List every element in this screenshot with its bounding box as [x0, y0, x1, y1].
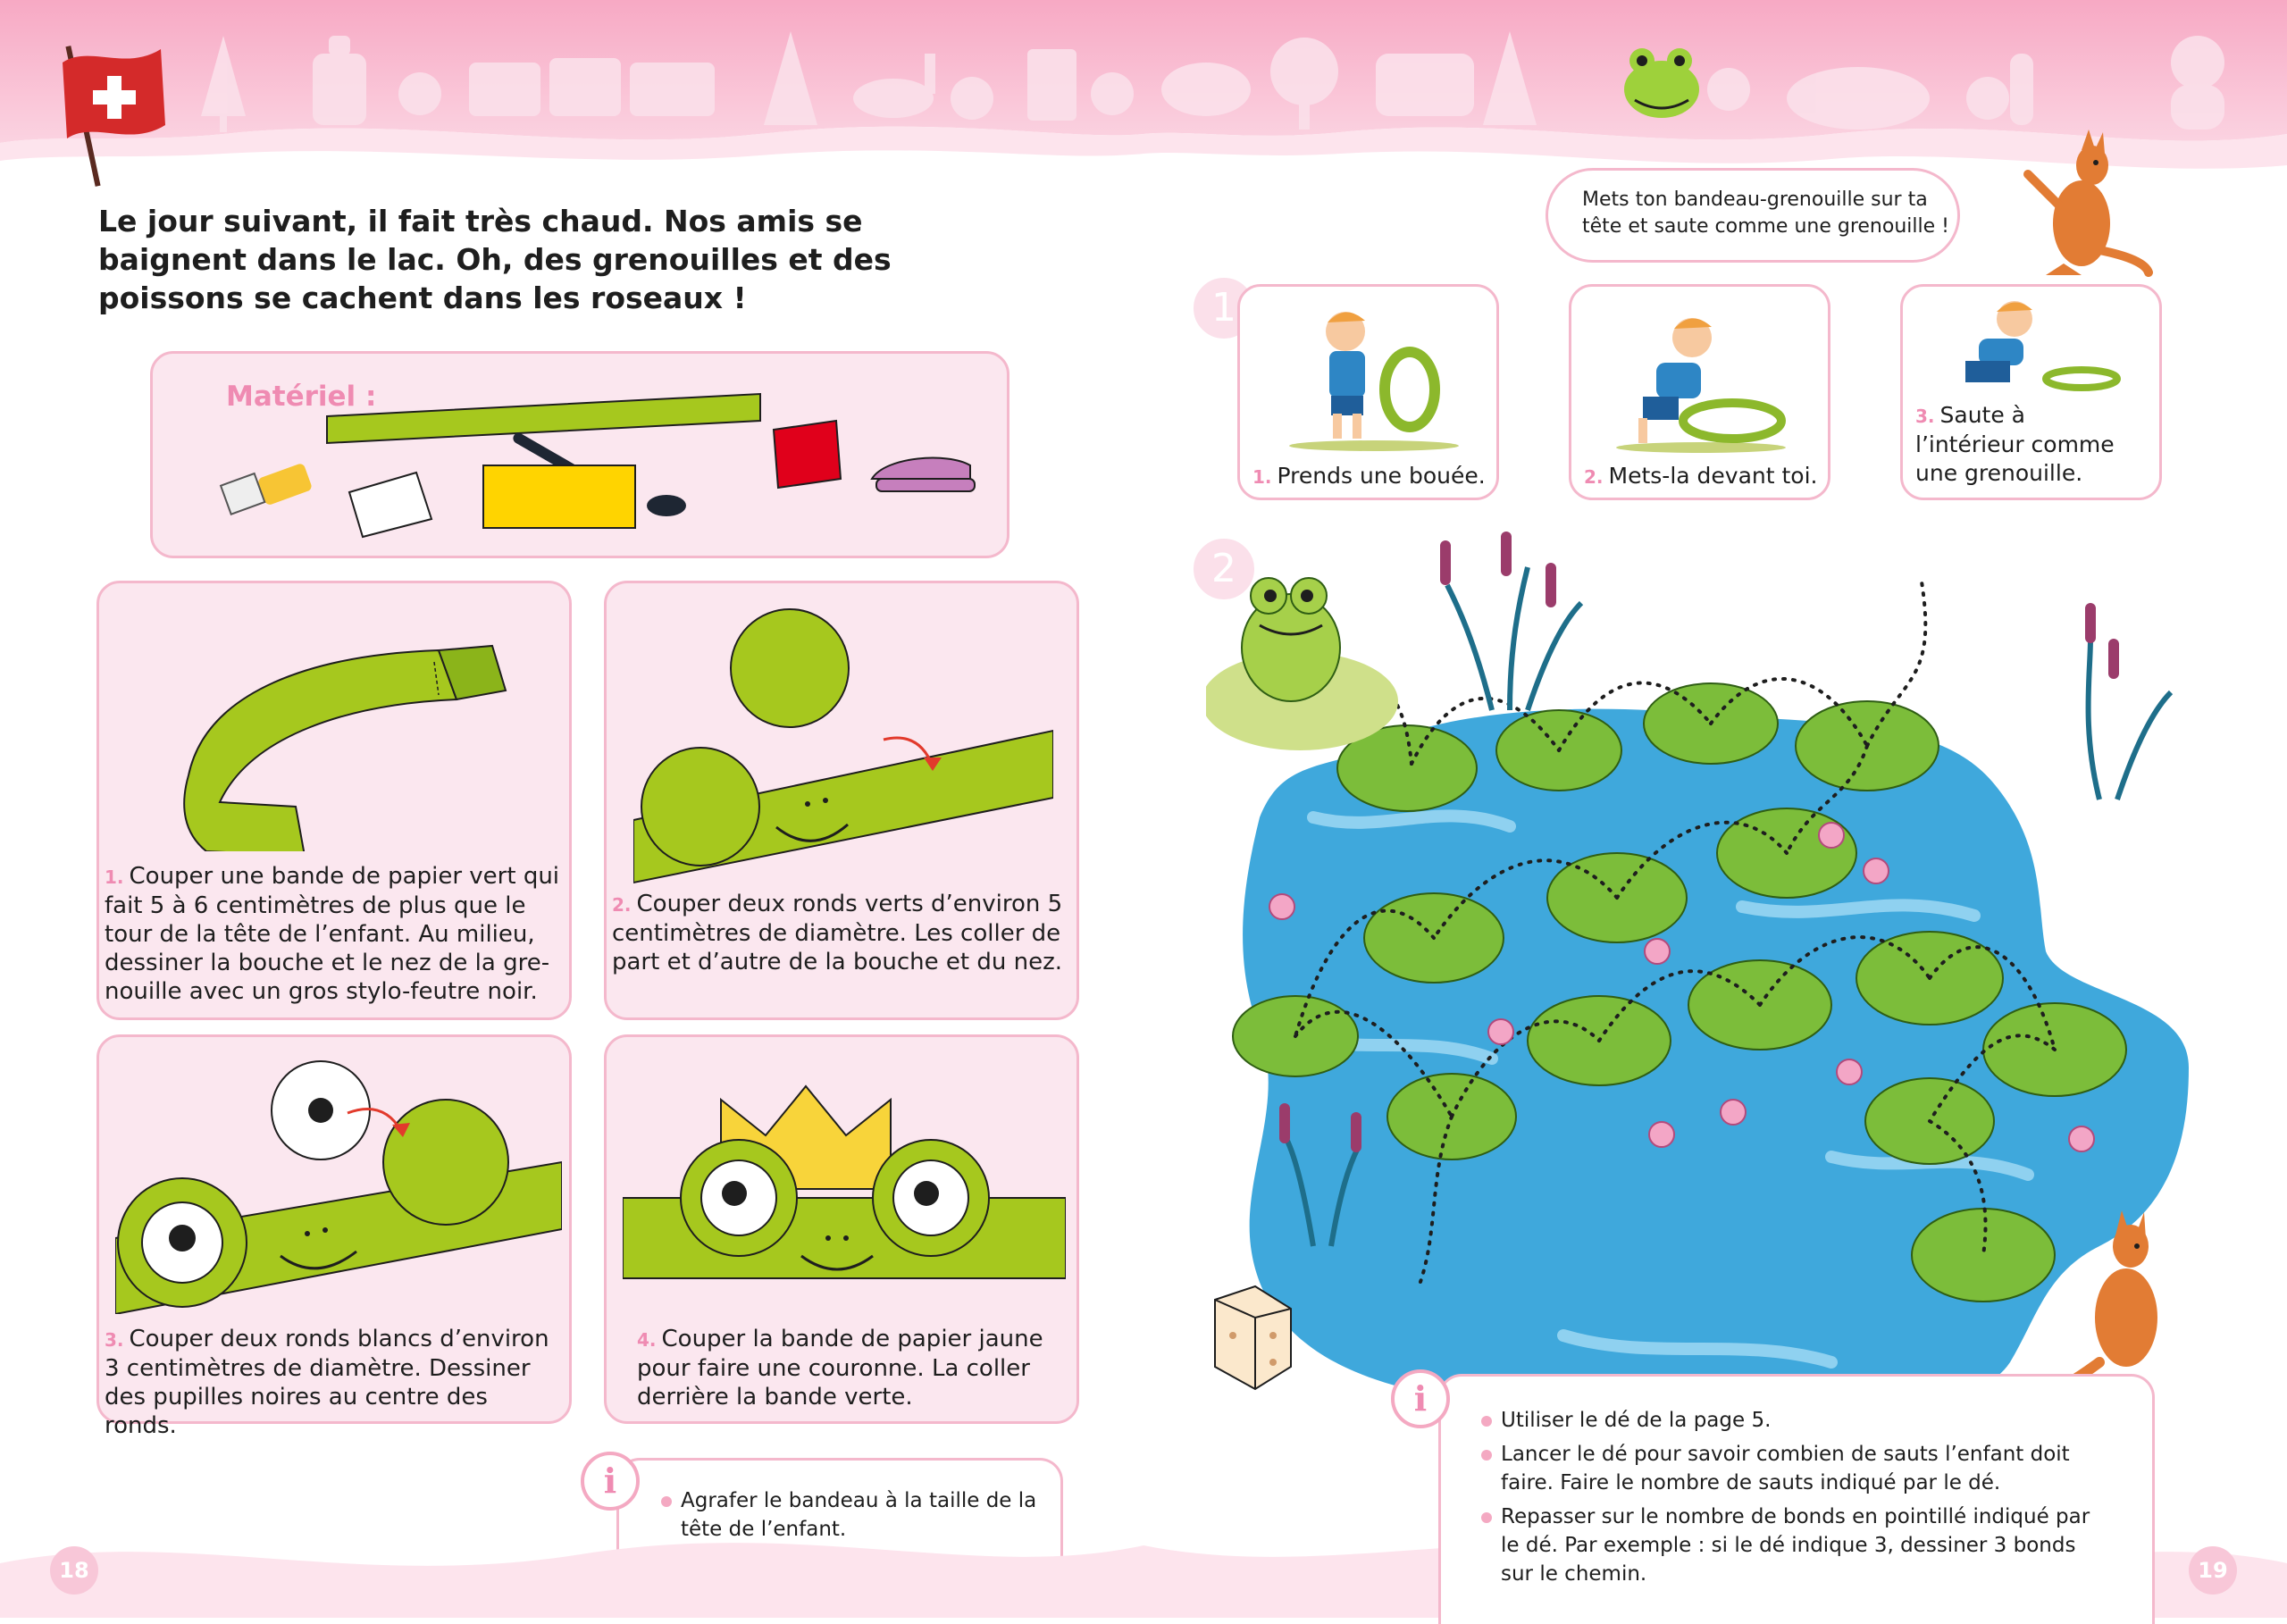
speech-bubble: Mets ton bandeau-grenouille sur ta tête et saute comme une grenouille ! [1546, 168, 1960, 263]
tip-item: Agrafer le bandeau à la taille de la tête de l’enfant. [659, 1486, 1052, 1544]
right-tips [1479, 1406, 2114, 1588]
jump-step-2-text: 2. Mets-la devant toi. [1584, 463, 1818, 489]
materials-illustration [206, 367, 993, 546]
info-icon: i [581, 1452, 640, 1511]
crown-illustration [623, 1082, 1066, 1314]
jump-step-3-card [1900, 284, 2162, 500]
page-number: 19 [2189, 1546, 2237, 1595]
left-page [0, 0, 1144, 1618]
activity-2-badge: 2 [1191, 536, 1257, 602]
child-with-ring-illustration [1276, 296, 1472, 452]
step-1-card [96, 581, 572, 1020]
child-placing-ring-illustration [1603, 300, 1799, 456]
jump-step-1-card [1237, 284, 1499, 500]
step-3-text: 3. Couper deux ronds blancs d’environ 3 centimètres de diamètre. Dessiner des pupilles noires au centre des ronds. [105, 1326, 549, 1439]
bottom-wave [0, 1510, 1144, 1618]
activity-1-badge: 1 [1191, 275, 1257, 341]
info-icon: i [1391, 1369, 1450, 1428]
tip-item: Repasser sur le nombre de bonds en pointillé indiqué par le dé. Par exemple : si le dé indique 3, dessiner 3 bonds sur le chemin. [1479, 1503, 2114, 1588]
green-strip [327, 394, 760, 443]
jump-step-2-card [1569, 284, 1830, 500]
stapler-icon [872, 458, 975, 491]
frog-icon [1206, 578, 1398, 750]
die-icon [1215, 1286, 1291, 1389]
red-paper [774, 421, 841, 488]
step-2-card [604, 581, 1079, 1020]
glue-stick-icon [221, 463, 313, 515]
step-4-card [604, 1034, 1079, 1424]
intro-text: Le jour suivant, il fait très chaud. Nos amis se baignent dans le lac. Oh, des grenouilles et des poissons se cachent dans les roseaux ! [98, 204, 892, 315]
jump-step-3-text: 3. Saute à l’intérieur comme une grenouille. [1915, 402, 2115, 486]
materials-box [150, 351, 1009, 558]
tip-item: Utiliser le dé de la page 5. [1479, 1406, 2114, 1435]
materials-label: Matériel : [226, 381, 377, 413]
step-2-text: 2. Couper deux ronds verts d’environ 5 centimètres de diamètre. Les coller de part et d’autre de la bouche et du nez. [612, 891, 1063, 975]
white-paper [349, 473, 431, 537]
strip-band-illustration [171, 619, 510, 851]
rounds-illustration [633, 606, 1053, 892]
kangaroo-icon [2010, 125, 2153, 277]
eyes-illustration [115, 1055, 562, 1314]
step-4-text: 4. Couper la bande de papier jaune pour faire une couronne. La coller derrière la bande verte. [637, 1326, 1043, 1411]
step-3-card [96, 1034, 572, 1439]
child-jumping-illustration [1939, 294, 2126, 392]
page-number: 18 [50, 1546, 98, 1595]
jump-step-1-text: 1. Prends une bouée. [1252, 463, 1486, 489]
cap [647, 495, 686, 516]
tip-item: Lancer le dé pour savoir combien de sauts l’enfant doit faire. Faire le nombre de sauts indiqué par le dé. [1479, 1440, 2114, 1497]
step-1-text: 1. Couper une bande de papier vert qui fait 5 à 6 centimètres de plus que le tour de la tête de l’enfant. Au milieu, dessiner la bouche et le nez de la gre-nouille avec un gros stylo-feutre noir. [105, 863, 560, 1005]
yellow-paper [483, 465, 635, 528]
pond-illustration [1206, 532, 2198, 1425]
